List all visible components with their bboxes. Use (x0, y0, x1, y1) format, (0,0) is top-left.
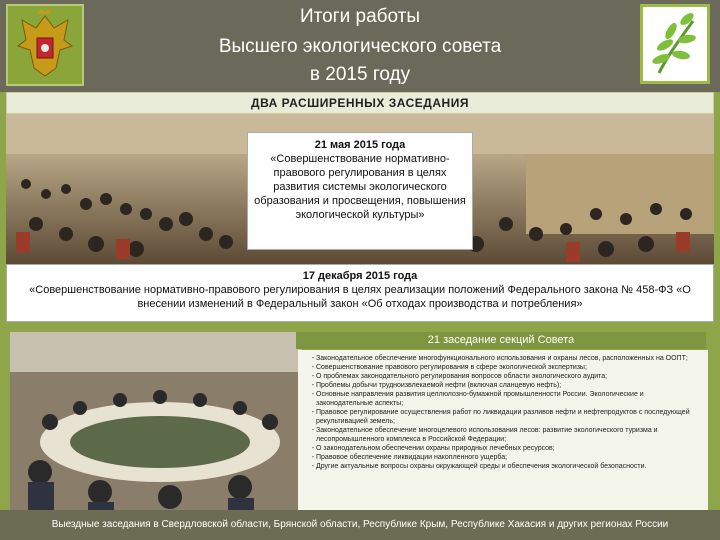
title-line-3: в 2015 году (309, 64, 411, 85)
section-heading: ДВА РАСШИРЕННЫХ ЗАСЕДАНИЯ (6, 92, 714, 114)
list-item: - Другие актуальные вопросы охраны окружающей среды и обеспечения экологической безопасности. (316, 462, 702, 471)
meeting-1-text: «Совершенствование нормативно-правового регулирования в целях развития системы экологического образования и просвещения, повышения экологической культуры» (254, 153, 466, 221)
list-item: - Законодательное обеспечение многофункционального использования и охраны лесов, расположенных на ООПТ; (316, 354, 702, 363)
list-item: - Основные направления развития целлюлозно-бумажной промышленности России. Экологические и законодательные аспекты; (316, 390, 702, 408)
coat-of-arms-icon (6, 4, 84, 86)
list-item: - Проблемы добычи трудноизвлекаемой нефти (включая сланцевую нефть); (316, 381, 702, 390)
meeting-2-card (6, 264, 714, 322)
title-line-2: Высшего экологического совета (218, 36, 502, 57)
sections-panel (6, 326, 714, 516)
header (0, 0, 720, 92)
footer (0, 510, 720, 540)
meeting-1-card (247, 132, 473, 250)
list-item: - Совершенствование правового регулирования в сфере экологической экспертизы; (316, 363, 702, 372)
list-item: - О законодательном обеспечении охраны природных лечебных ресурсов; (316, 444, 702, 453)
leaf-logo-icon (640, 4, 710, 84)
footer-text: Выездные заседания в Свердловской области, Брянской области, Республике Крым, Республике Хакасия и других регионах России (51, 519, 669, 530)
sections-list (298, 350, 708, 514)
list-item: - Правовое обеспечение ликвидации накопленного ущерба; (316, 453, 702, 462)
meeting-2-text: «Совершенствование нормативно-правового регулирования в целях реализации положений Федерального закона № 458-ФЗ «О внесении изменений в Федеральный закон «Об отходах производства и потребления» (29, 284, 691, 310)
meeting-2-date: 17 декабря 2015 года (302, 270, 418, 282)
list-item: - Правовое регулирование осуществления работ по ликвидации разливов нефти и нефтепродуктов с последующей рекультивацией земель; (316, 408, 702, 426)
sections-title: 21 заседание секций Совета (296, 332, 706, 349)
list-item: - Законодательное обеспечение многоцелевого использования лесов: развитие экологического туризма и лесопромышленного комплекса в Российской Федерации; (316, 426, 702, 444)
list-item: - О проблемах законодательного регулирования вопросов области экологического аудита; (316, 372, 702, 381)
title-line-1: Итоги работы (299, 6, 421, 27)
round-table-photo (10, 332, 302, 510)
meeting-1-date: 21 мая 2015 года (314, 139, 406, 151)
